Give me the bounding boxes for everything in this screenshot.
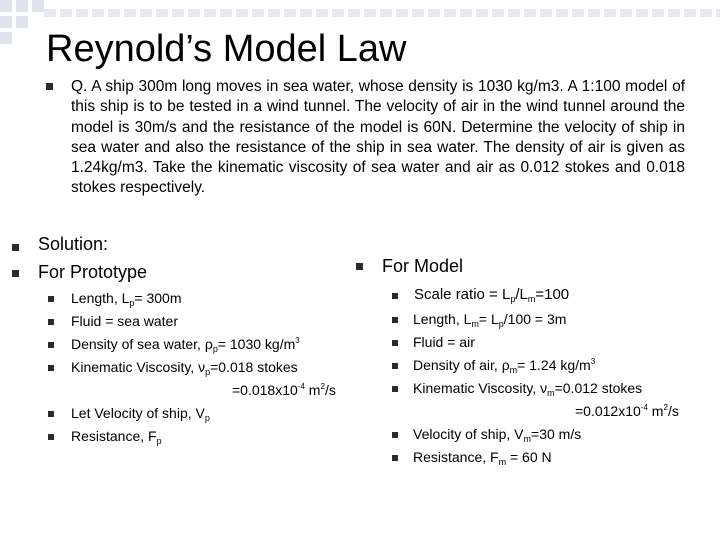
bullet-icon <box>48 319 54 325</box>
model-resistance: Resistance, $F_m = 60$ N <box>413 449 552 467</box>
prototype-resistance: Resistance, $F_p$ <box>71 428 162 446</box>
bullet-icon <box>392 317 398 323</box>
bullet-icon <box>12 244 19 251</box>
bullet-icon <box>48 434 54 440</box>
header-rule <box>44 9 720 17</box>
bullet-icon <box>48 365 54 371</box>
question-text: Q. A ship 300m long moves in sea water, whose density is 1030 kg/m3. A 1:100 model of this ship is to be tested in a wind tunnel. The velocity of air in the wind tunnel around the model is 30m/s and the resistance of the model is 60N. Determine the velocity of ship in sea water and also the resistance of the ship in sea water. The density of air is given as 1.24kg/m3. Take the kinematic viscosity of sea water and air as 0.012 stokes and 0.018 stokes respectively. <box>71 78 685 197</box>
bullet-icon <box>392 293 398 299</box>
bullet-icon <box>12 270 19 277</box>
prototype-heading: For Prototype <box>38 262 148 282</box>
model-velocity: Velocity of ship, $V_m=30$ m/s <box>413 426 582 444</box>
bullet-icon <box>48 342 54 348</box>
prototype-length: Length, $L_p= 300m$ <box>71 290 182 308</box>
prototype-viscosity: Kinematic Viscosity, $\nu_p=0.018$ stokes <box>71 359 298 377</box>
prototype-viscosity-si: $=0.018x10^{-4}$ $m^2/s$ <box>232 382 336 398</box>
bullet-icon <box>46 83 53 90</box>
prototype-fluid: Fluid = sea water <box>71 313 178 329</box>
prototype-velocity: Let Velocity of ship, $V_p$ <box>71 405 210 423</box>
model-heading: For Model <box>382 256 464 276</box>
bullet-icon <box>392 340 398 346</box>
model-viscosity-si: $=0.012x10^{-4}$ $m^2/s$ <box>575 403 679 419</box>
bullet-icon <box>392 386 398 392</box>
bullet-icon <box>356 263 363 270</box>
model-density: Density of air, $\rho_m= 1.24$ $kg/m^3$ <box>413 357 596 375</box>
bullet-icon <box>48 411 54 417</box>
model-length: Length, $L_m= L_p/100 = 3m$ <box>413 311 567 329</box>
bullet-icon <box>392 363 398 369</box>
model-scale-ratio: Scale ratio = $L_p/L_m=100$ <box>414 286 570 304</box>
bullet-icon <box>392 432 398 438</box>
solution-label: Solution: <box>38 234 109 254</box>
slide-title: Reynold’s Model Law <box>46 28 407 70</box>
bullet-icon <box>392 455 398 461</box>
model-viscosity: Kinematic Viscosity, $\nu_m=0.012$ stokes <box>413 380 643 398</box>
prototype-density: Density of sea water, $\rho_p= 1030$ $kg/m^3$ <box>71 336 300 354</box>
model-fluid: Fluid = air <box>413 334 475 350</box>
bullet-icon <box>48 296 54 302</box>
